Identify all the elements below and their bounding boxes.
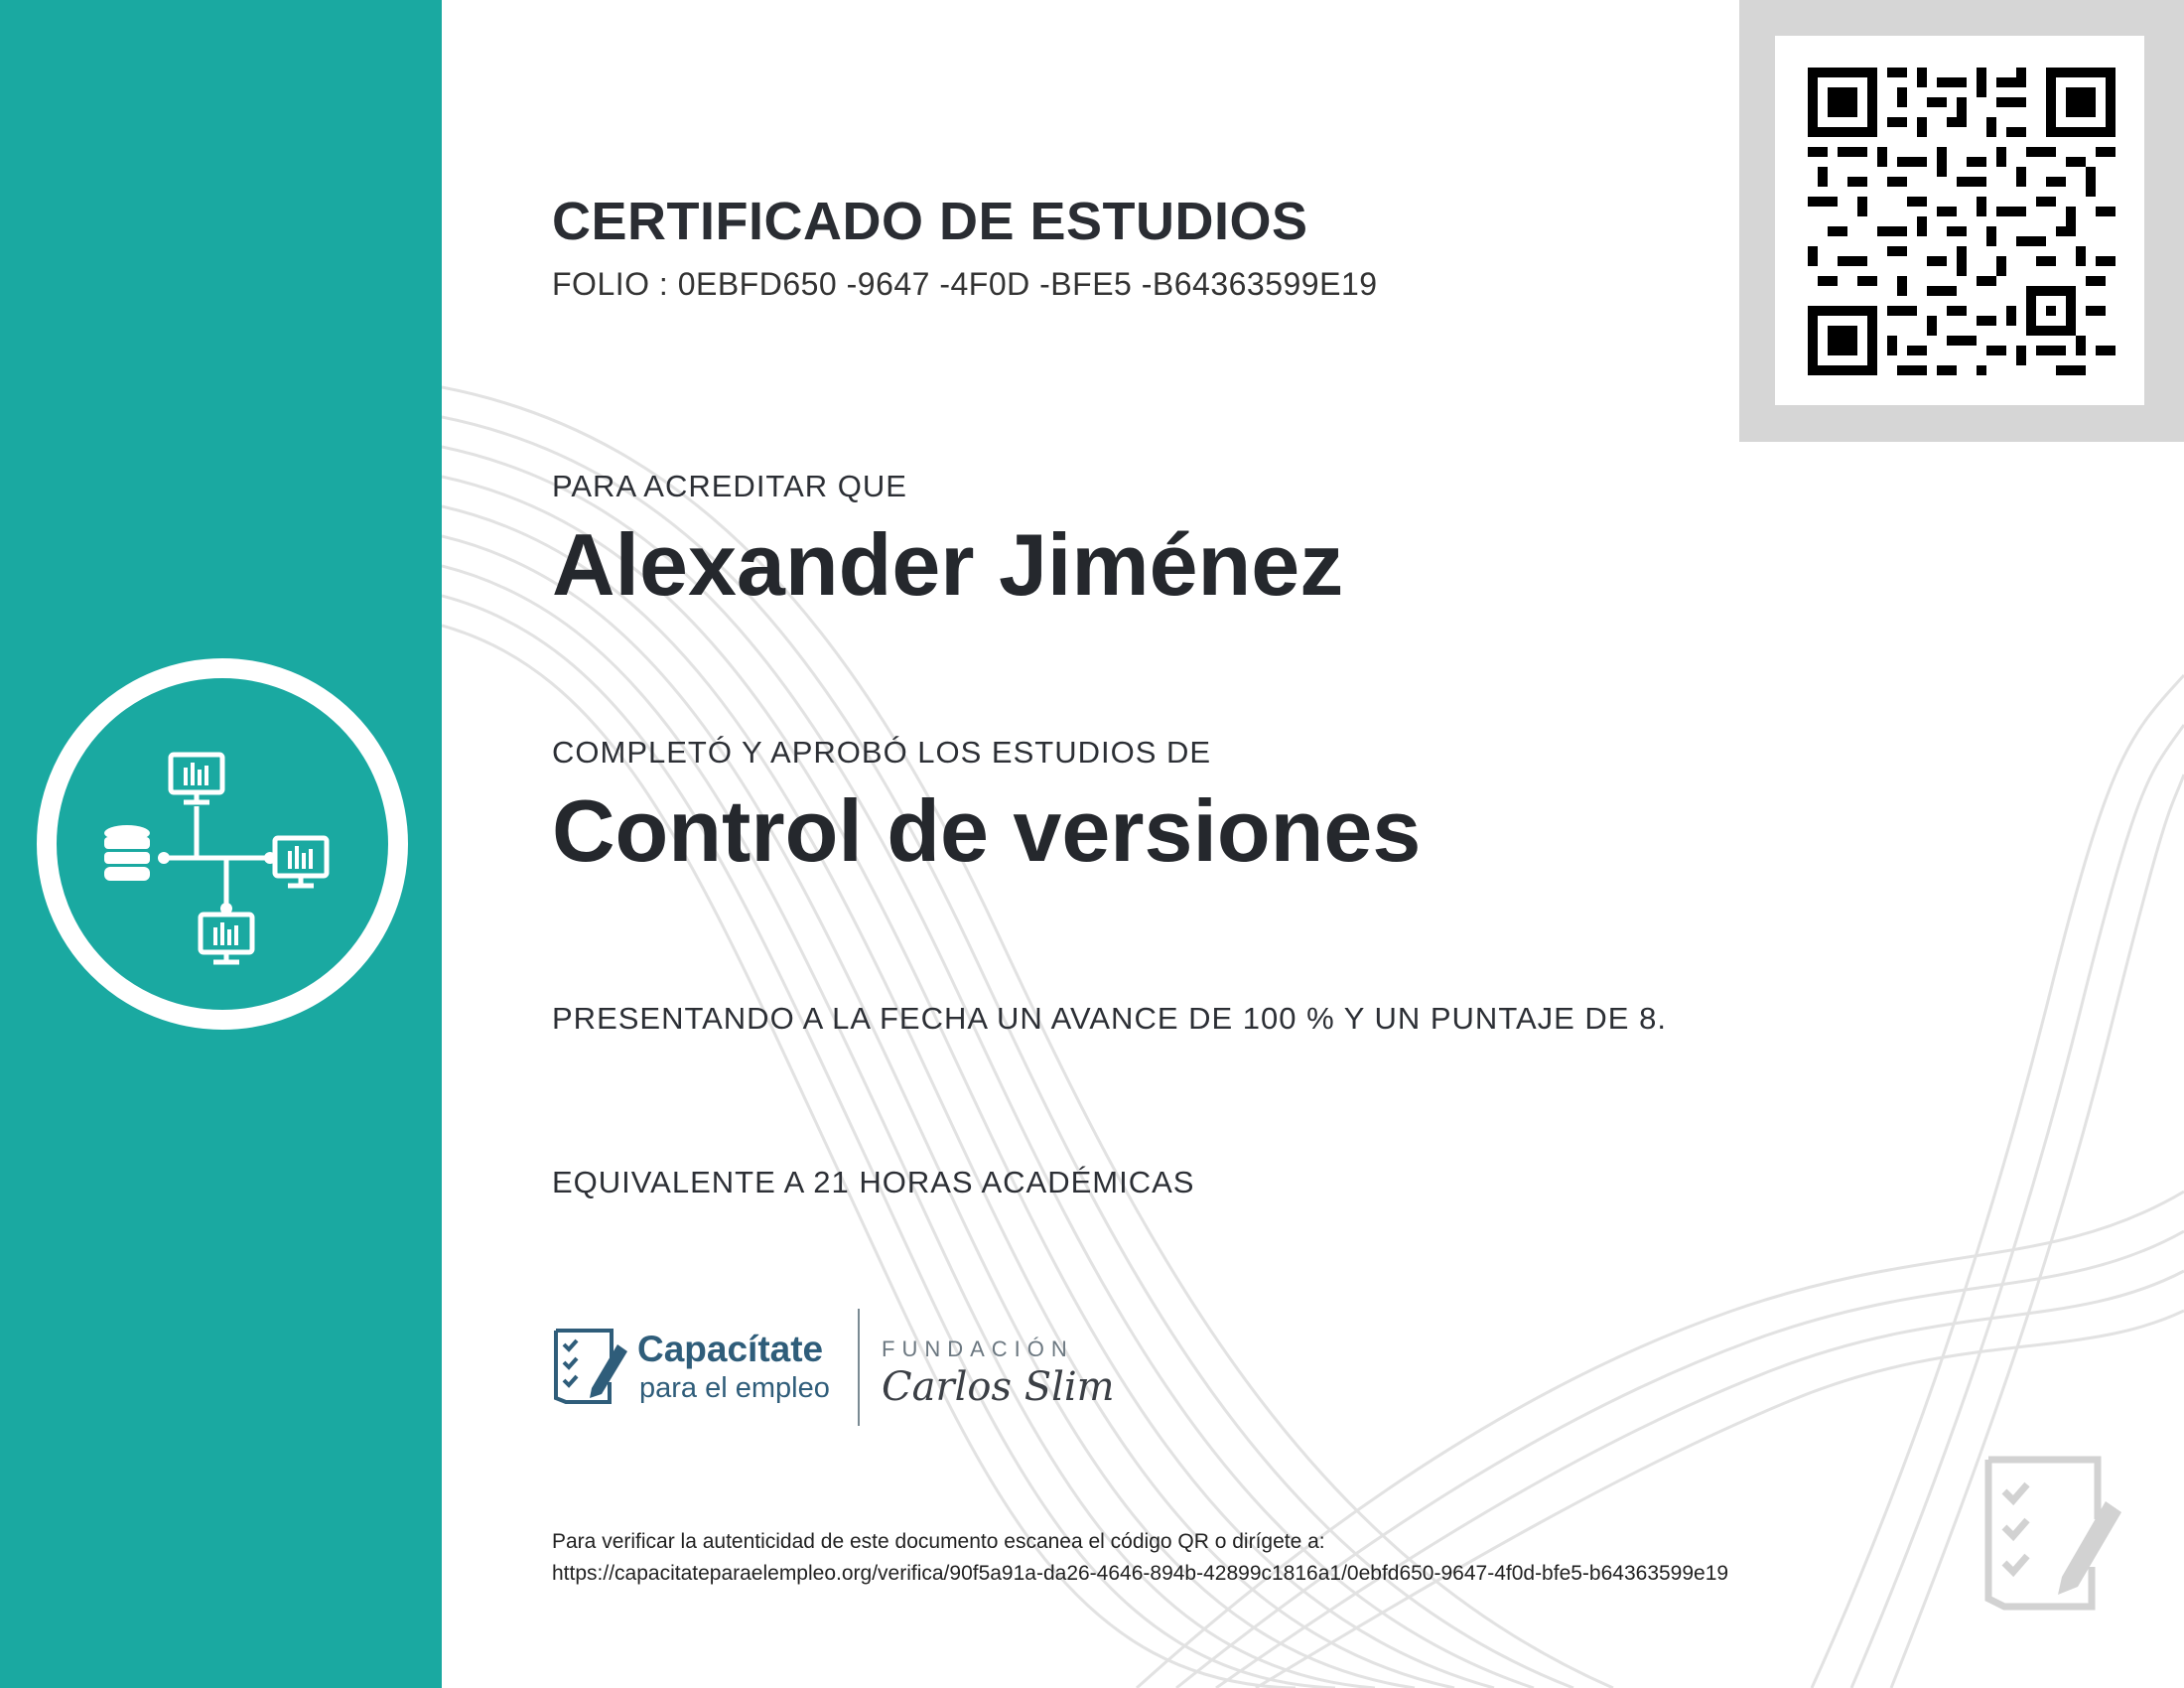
course-emblem <box>37 658 408 1030</box>
verification-instruction: Para verificar la autenticidad de este documento escanea el código QR o dirígete a: <box>552 1530 1325 1553</box>
hours-statement: EQUIVALENTE A 21 HORAS ACADÉMICAS <box>552 1165 1195 1199</box>
qr-frame <box>1739 0 2184 442</box>
recipient-name: Alexander Jiménez <box>552 515 1344 614</box>
logo-divider <box>858 1309 860 1426</box>
capacitate-subtitle: para el empleo <box>639 1372 830 1404</box>
data-network-icon <box>57 678 388 1010</box>
capacitate-title: Capacítate <box>637 1329 824 1369</box>
verification-url[interactable]: https://capacitateparaelempleo.org/verifica/90f5a91a-da26-4646-894b-42899c1816a1/0ebfd650-9647-4f0d-bfe5-b64363599e19 <box>552 1562 1729 1585</box>
carlos-slim-signature: Carlos Slim <box>882 1364 1115 1410</box>
progress-statement: PRESENTANDO A LA FECHA UN AVANCE DE 100 % Y UN PUNTAJE DE 8. <box>552 1001 1667 1036</box>
sidebar-band <box>0 0 442 1688</box>
certificate-title: CERTIFICADO DE ESTUDIOS <box>552 192 1308 251</box>
qr-card <box>1775 36 2144 405</box>
folio-number: FOLIO : 0EBFD650 -9647 -4F0D -BFE5 -B64363599E19 <box>552 266 1378 302</box>
accredit-label: PARA ACREDITAR QUE <box>552 469 907 503</box>
checklist-pencil-icon <box>552 1325 631 1406</box>
course-name: Control de versiones <box>552 781 1422 880</box>
qr-code-icon[interactable] <box>1808 68 2116 375</box>
sponsor-logos <box>552 1309 1118 1428</box>
completed-label: COMPLETÓ Y APROBÓ LOS ESTUDIOS DE <box>552 735 1212 770</box>
fundacion-label: FUNDACIÓN <box>882 1336 1074 1361</box>
checklist-watermark-icon <box>1980 1450 2129 1618</box>
